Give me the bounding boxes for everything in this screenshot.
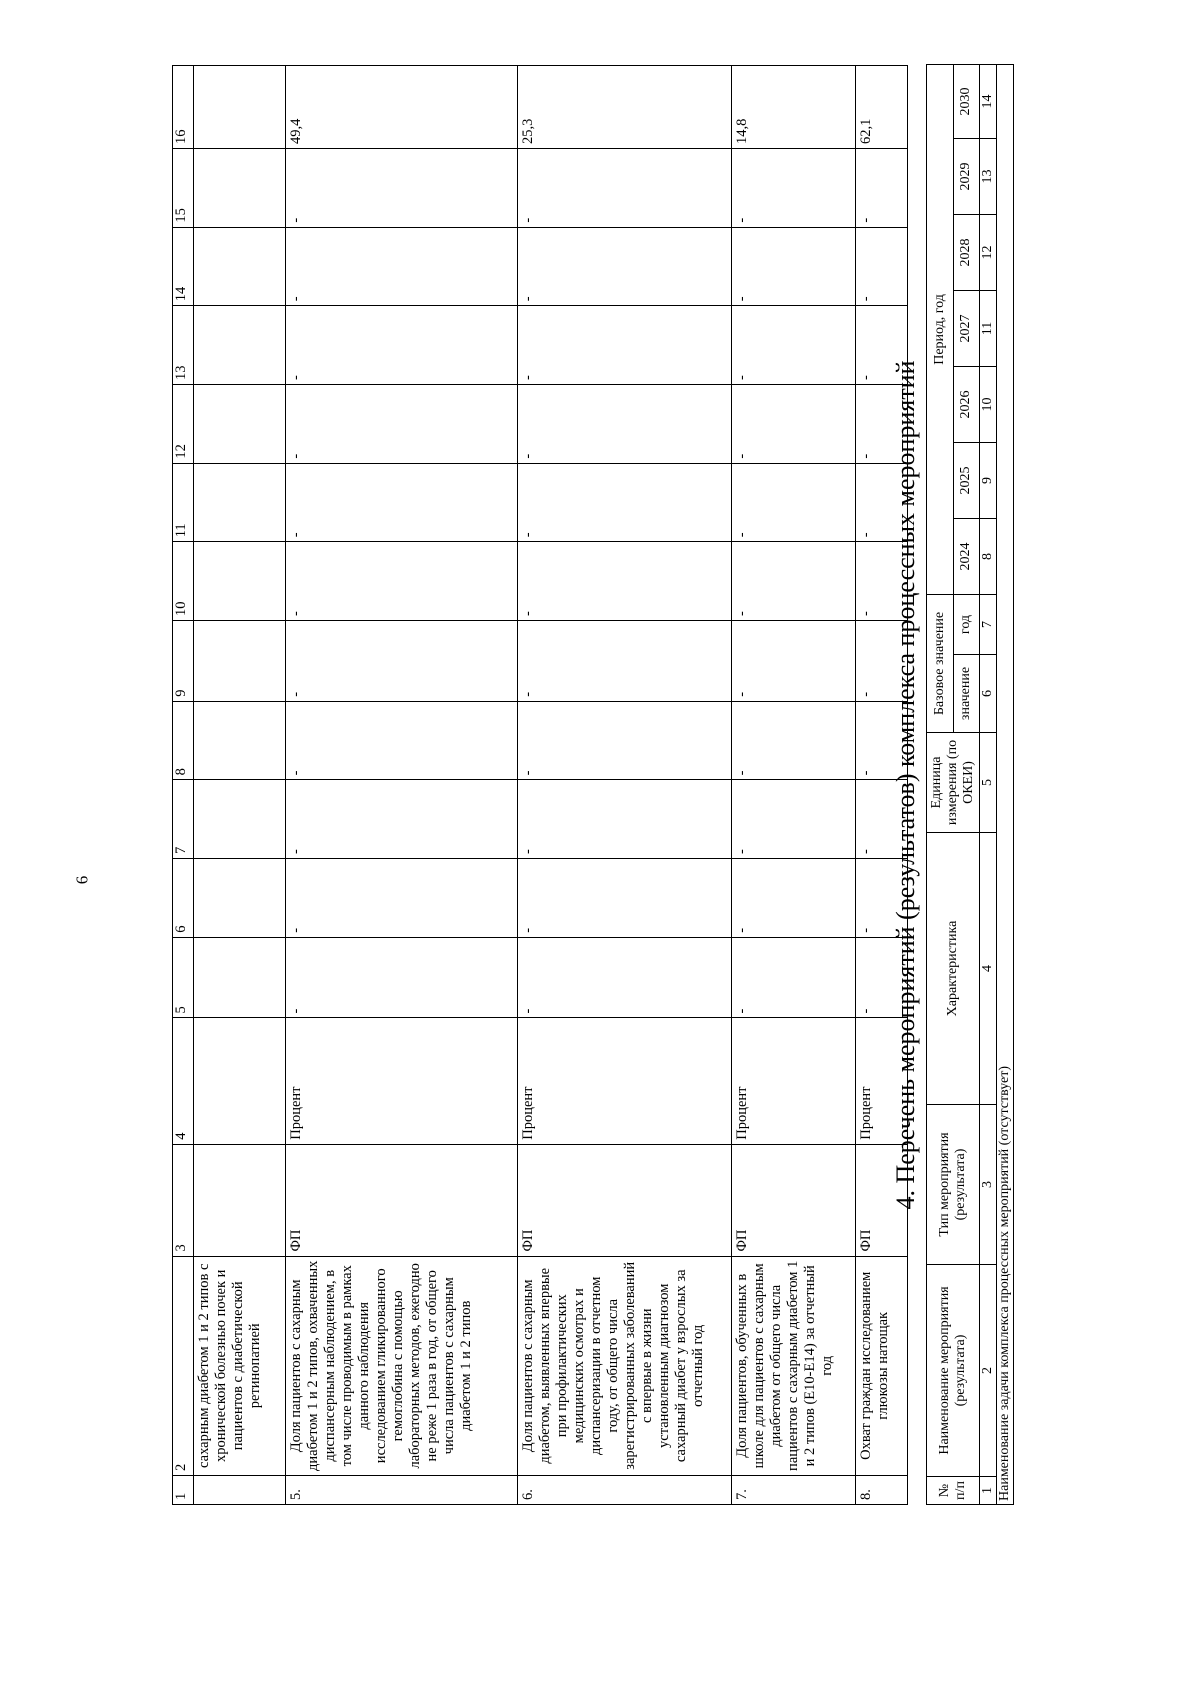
value-cell: - (856, 937, 908, 1018)
value-cell: - (286, 227, 518, 306)
indicator-type: ФП (286, 1144, 518, 1256)
value-cell: - (518, 701, 732, 780)
empty-cell (194, 542, 286, 621)
header-year: 2025 (953, 442, 980, 518)
indicators-table (172, 65, 908, 1505)
value-cell: - (856, 701, 908, 780)
value-cell: - (732, 384, 856, 463)
final-value: 14,8 (732, 66, 856, 149)
table-row (194, 66, 286, 1505)
value-cell: - (518, 227, 732, 306)
value-cell: - (286, 780, 518, 859)
column-number: 13 (173, 306, 194, 385)
column-number: 3 (980, 1105, 997, 1265)
measures-table (926, 64, 1014, 1505)
header-base-year: год (953, 594, 980, 654)
task-row: Наименование задачи комплекса процессных мероприятий (отсутствует) (997, 64, 1014, 1504)
value-cell: - (732, 859, 856, 938)
column-number: 1 (980, 1477, 997, 1505)
column-number: 12 (980, 214, 997, 290)
header-characteristic: Характеристика (927, 833, 980, 1105)
column-number: 2 (980, 1265, 997, 1477)
value-cell: - (732, 148, 856, 227)
empty-cell (194, 620, 286, 701)
header-year: 2028 (953, 214, 980, 290)
empty-cell (194, 1144, 286, 1256)
column-number: 13 (980, 138, 997, 214)
value-cell: - (732, 780, 856, 859)
column-number: 9 (980, 442, 997, 518)
header-row (173, 66, 194, 1505)
final-value: 62,1 (856, 66, 908, 149)
indicator-unit: Процент (732, 1018, 856, 1144)
value-cell: - (518, 384, 732, 463)
column-number: 15 (173, 148, 194, 227)
indicator-name: Охват граждан исследованием глюкозы натощак (856, 1256, 908, 1475)
column-number: 7 (173, 780, 194, 859)
column-numbers-row (980, 64, 997, 1504)
value-cell: - (286, 542, 518, 621)
final-value: 25,3 (518, 66, 732, 149)
value-cell: - (286, 148, 518, 227)
value-cell: - (732, 620, 856, 701)
value-cell: - (856, 620, 908, 701)
value-cell: - (732, 937, 856, 1018)
header-base: Базовое значение (927, 594, 954, 732)
value-cell: - (518, 463, 732, 542)
column-number: 4 (980, 833, 997, 1105)
row-num-cell (194, 1476, 286, 1505)
indicator-type: ФП (856, 1144, 908, 1256)
column-number: 16 (173, 66, 194, 149)
empty-cell (194, 937, 286, 1018)
value-cell: - (286, 620, 518, 701)
value-cell: - (518, 620, 732, 701)
column-number: 11 (980, 290, 997, 366)
empty-cell (194, 1018, 286, 1144)
column-number: 2 (173, 1256, 194, 1475)
final-value: 49,4 (286, 66, 518, 149)
column-number: 12 (173, 384, 194, 463)
value-cell: - (518, 937, 732, 1018)
value-cell: - (286, 859, 518, 938)
empty-cell (194, 463, 286, 542)
empty-cell (194, 148, 286, 227)
value-cell: - (286, 384, 518, 463)
column-number: 6 (173, 859, 194, 938)
empty-cell (194, 701, 286, 780)
column-number: 14 (173, 227, 194, 306)
header-base-value: значение (953, 655, 980, 733)
value-cell: - (518, 148, 732, 227)
header-year: 2026 (953, 366, 980, 442)
value-cell: - (732, 463, 856, 542)
indicator-unit: Процент (518, 1018, 732, 1144)
empty-cell (194, 384, 286, 463)
value-cell: - (732, 306, 856, 385)
value-cell: - (856, 780, 908, 859)
indicator-type: ФП (518, 1144, 732, 1256)
value-cell: - (856, 227, 908, 306)
indicator-type: ФП (732, 1144, 856, 1256)
table-row (732, 66, 856, 1505)
row-number: 5. (286, 1476, 518, 1505)
column-number: 14 (980, 64, 997, 138)
column-number: 7 (980, 594, 997, 654)
header-measure-name: Наименование мероприятия (результата) (927, 1265, 980, 1477)
empty-cell (194, 66, 286, 149)
empty-cell (194, 227, 286, 306)
page-number: 6 (72, 875, 92, 885)
value-cell: - (856, 542, 908, 621)
column-number: 9 (173, 620, 194, 701)
column-number: 1 (173, 1476, 194, 1505)
empty-cell (194, 780, 286, 859)
value-cell: - (286, 701, 518, 780)
indicator-name: сахарным диабетом 1 и 2 типов с хронической болезнью почек и пациентов с диабетической ретинопатией (194, 1256, 286, 1475)
value-cell: - (286, 306, 518, 385)
value-cell: - (286, 937, 518, 1018)
value-cell: - (286, 463, 518, 542)
header-year: 2027 (953, 290, 980, 366)
row-number: 6. (518, 1476, 732, 1505)
column-number: 10 (173, 542, 194, 621)
indicator-unit: Процент (286, 1018, 518, 1144)
column-number: 3 (173, 1144, 194, 1256)
value-cell: - (732, 701, 856, 780)
value-cell: - (856, 859, 908, 938)
indicator-unit: Процент (856, 1018, 908, 1144)
table-row (286, 66, 518, 1505)
value-cell: - (732, 227, 856, 306)
header-measure-type: Тип мероприятия (результата) (927, 1105, 980, 1265)
row-number: 7. (732, 1476, 856, 1505)
value-cell: - (518, 780, 732, 859)
column-number: 11 (173, 463, 194, 542)
value-cell: - (856, 463, 908, 542)
column-number: 10 (980, 366, 997, 442)
header-unit: Единица измерения (по ОКЕИ) (927, 733, 980, 833)
indicator-name: Доля пациентов с сахарным диабетом, выявленных впервые при профилактических медицинских осмотрах и диспансеризации в отчетном году, от общего числа зарегистрированных заболеваний с впервые в жизни установленным диагнозом сахарный диабет у взрослых за отчетный год (518, 1256, 732, 1475)
row-number: 8. (856, 1476, 908, 1505)
header-year: 2029 (953, 138, 980, 214)
value-cell: - (856, 384, 908, 463)
value-cell: - (732, 542, 856, 621)
column-number: 6 (980, 655, 997, 733)
value-cell: - (856, 306, 908, 385)
column-number: 5 (173, 937, 194, 1018)
header-period: Период, год (927, 64, 954, 594)
column-number: 8 (173, 701, 194, 780)
value-cell: - (856, 148, 908, 227)
indicator-name: Доля пациентов, обученных в школе для пациентов с сахарным диабетом от общего числа пациентов с сахарным диабетом 1 и 2 типов (E10-E14) за отчетный год (732, 1256, 856, 1475)
indicator-name: Доля пациентов с сахарным диабетом 1 и 2 типов, охваченных диспансерным наблюдением, в том числе проводимым в рамках данного наблюдения исследованием гликированного гемоглобина с помощью лабораторных методов, ежегодно не реже 1 раза в год, от общего числа пациентов с сахарным диабетом 1 и 2 типов (286, 1256, 518, 1475)
header-year: 2024 (953, 518, 980, 594)
column-number: 4 (173, 1018, 194, 1144)
value-cell: - (518, 306, 732, 385)
landscape-sheet (172, 65, 1092, 1505)
value-cell: - (518, 542, 732, 621)
table-row (518, 66, 732, 1505)
empty-cell (194, 859, 286, 938)
column-number: 5 (980, 733, 997, 833)
header-num: № п/п (927, 1477, 980, 1505)
empty-cell (194, 306, 286, 385)
section-4-title: 4. Перечень мероприятий (результатов) комплекса процессных мероприятий (891, 360, 920, 1210)
header-year: 2030 (953, 64, 980, 138)
column-number: 8 (980, 518, 997, 594)
value-cell: - (518, 859, 732, 938)
